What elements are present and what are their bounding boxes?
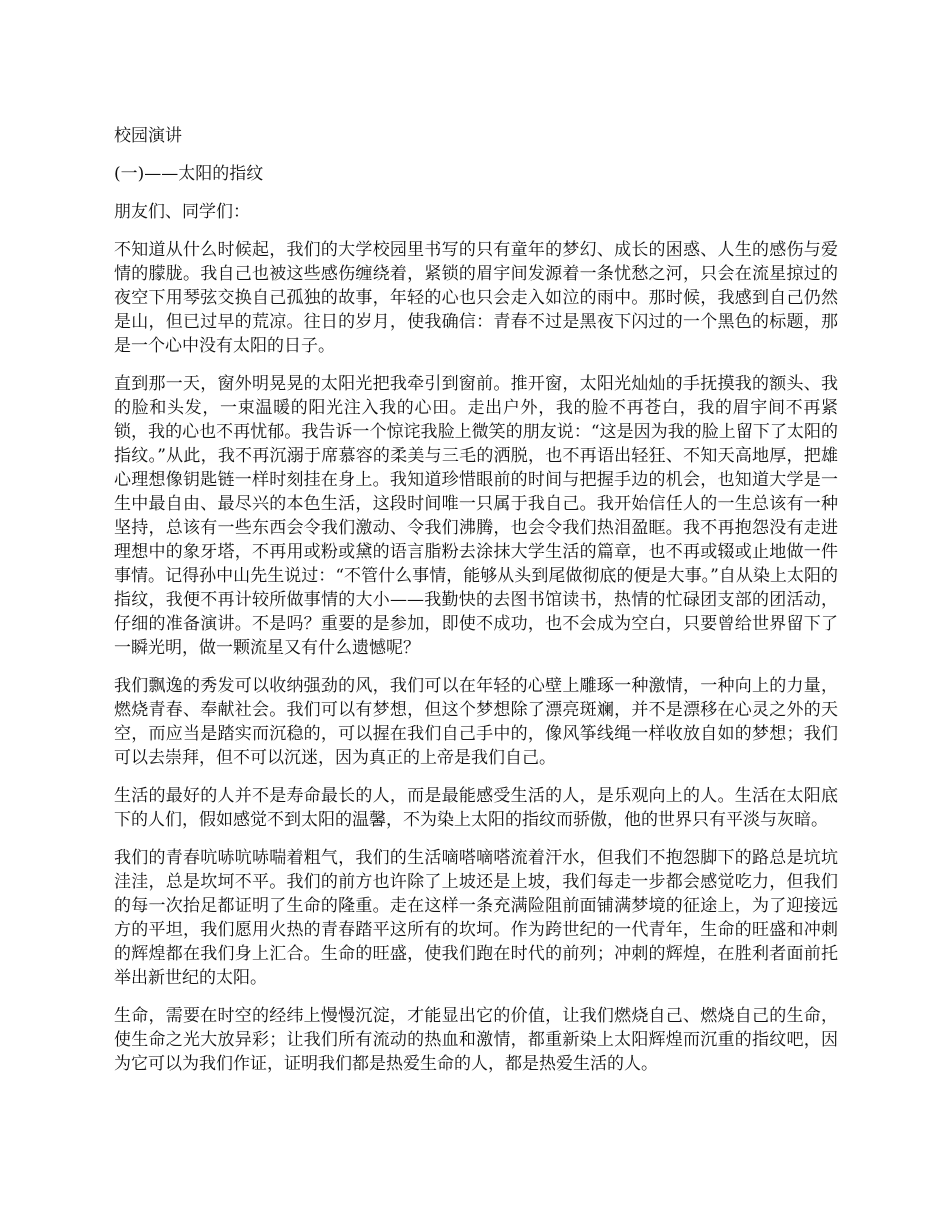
paragraph-3: 我们飘逸的秀发可以收纳强劲的风，我们可以在年轻的心壁上雕琢一种激情，一种向上的力量，燃烧青春、奉献社会。我们可以有梦想，但这个梦想除了漂亮斑斓，并不是漂移在心灵之外的天空，而应当是踏实而沉稳的，可以握在我们自己手中的，像风筝线绳一样收放自如的梦想；我们可以去崇拜，但不可以沉迷，因为真正的上帝是我们自己。 [114,676,838,768]
paragraph-4: 生活的最好的人并不是寿命最长的人，而是最能感受生活的人，是乐观向上的人。生活在太阳底下的人们，假如感觉不到太阳的温馨，不为染上太阳的指纹而骄傲，他的世界只有平淡与灰暗。 [114,786,838,830]
salutation: 朋友们、同学们： [114,202,250,222]
paragraph-5: 我们的青春吭哧吭哧喘着粗气，我们的生活嘀嗒嘀嗒流着汗水，但我们不抱怨脚下的路总是坑坑洼洼，总是坎坷不平。我们的前方也许除了上坡还是上坡，我们每走一步都会感觉吃力，但我们的每一次抬足都证明了生命的隆重。走在这样一条充满险阻前面铺满梦境的征途上，为了迎接远方的平坦，我们愿用火热的青春踏平这所有的坎坷。作为跨世纪的一代青年，生命的旺盛和冲刺的辉煌都在我们身上汇合。生命的旺盛，使我们跑在时代的前列；冲刺的辉煌，在胜利者面前托举出新世纪的太阳。 [114,848,838,988]
paragraph-2: 直到那一天，窗外明晃晃的太阳光把我牵引到窗前。推开窗，太阳光灿灿的手抚摸我的额头、我的脸和头发，一束温暖的阳光注入我的心田。走出户外，我的脸不再苍白，我的眉宇间不再紧锁，我的心也不再忧郁。我告诉一个惊诧我脸上微笑的朋友说：“这是因为我的脸上留下了太阳的指纹。”从此，我不再沉溺于席慕容的柔美与三毛的洒脱，也不再语出轻狂、不知天高地厚，把雄心理想像钥匙链一样时刻挂在身上。我知道珍惜眼前的时间与把握手边的机会，也知道大学是一生中最自由、最尽兴的本色生活，这段时间唯一只属于我自己。我开始信任人的一生总该有一种坚持，总该有一些东西会令我们激动、令我们沸腾，也会令我们热泪盈眶。我不再抱怨没有走进理想中的象牙塔，不再用或粉或黛的语言脂粉去涂抹大学生活的篇章，也不再或辍或止地做一件事情。记得孙中山先生说过：“不管什么事情，能够从头到尾做彻底的便是大事。”自从染上太阳的指纹，我便不再计较所做事情的大小——我勤快的去图书馆读书，热情的忙碌团支部的团活动，仔细的准备演讲。不是吗？重要的是参加，即使不成功，也不会成为空白，只要曾给世界留下了一瞬光明，做一颗流星又有什么遗憾呢？ [114,374,838,658]
document-body [114,124,838,1090]
paragraph-1: 不知道从什么时候起，我们的大学校园里书写的只有童年的梦幻、成长的困惑、人生的感伤与爱情的朦胧。我自己也被这些感伤缠绕着，紧锁的眉宇间发源着一条忧愁之河，只会在流星掠过的夜空下用琴弦交换自己孤独的故事，年轻的心也只会走入如泣的雨中。那时候，我感到自己仍然是山，但已过早的荒凉。往日的岁月，使我确信：青春不过是黑夜下闪过的一个黑色的标题，那是一个心中没有太阳的日子。 [114,240,838,356]
document-title: 校园演讲 [114,126,182,146]
document-subtitle: (一)——太阳的指纹 [114,164,264,184]
paragraph-6: 生命，需要在时空的经纬上慢慢沉淀，才能显出它的价值，让我们燃烧自己、燃烧自己的生命，使生命之光大放异彩；让我们所有流动的热血和激情，都重新染上太阳辉煌而沉重的指纹吧，因为它可以为我们作证，证明我们都是热爱生命的人，都是热爱生活的人。 [114,1006,838,1074]
